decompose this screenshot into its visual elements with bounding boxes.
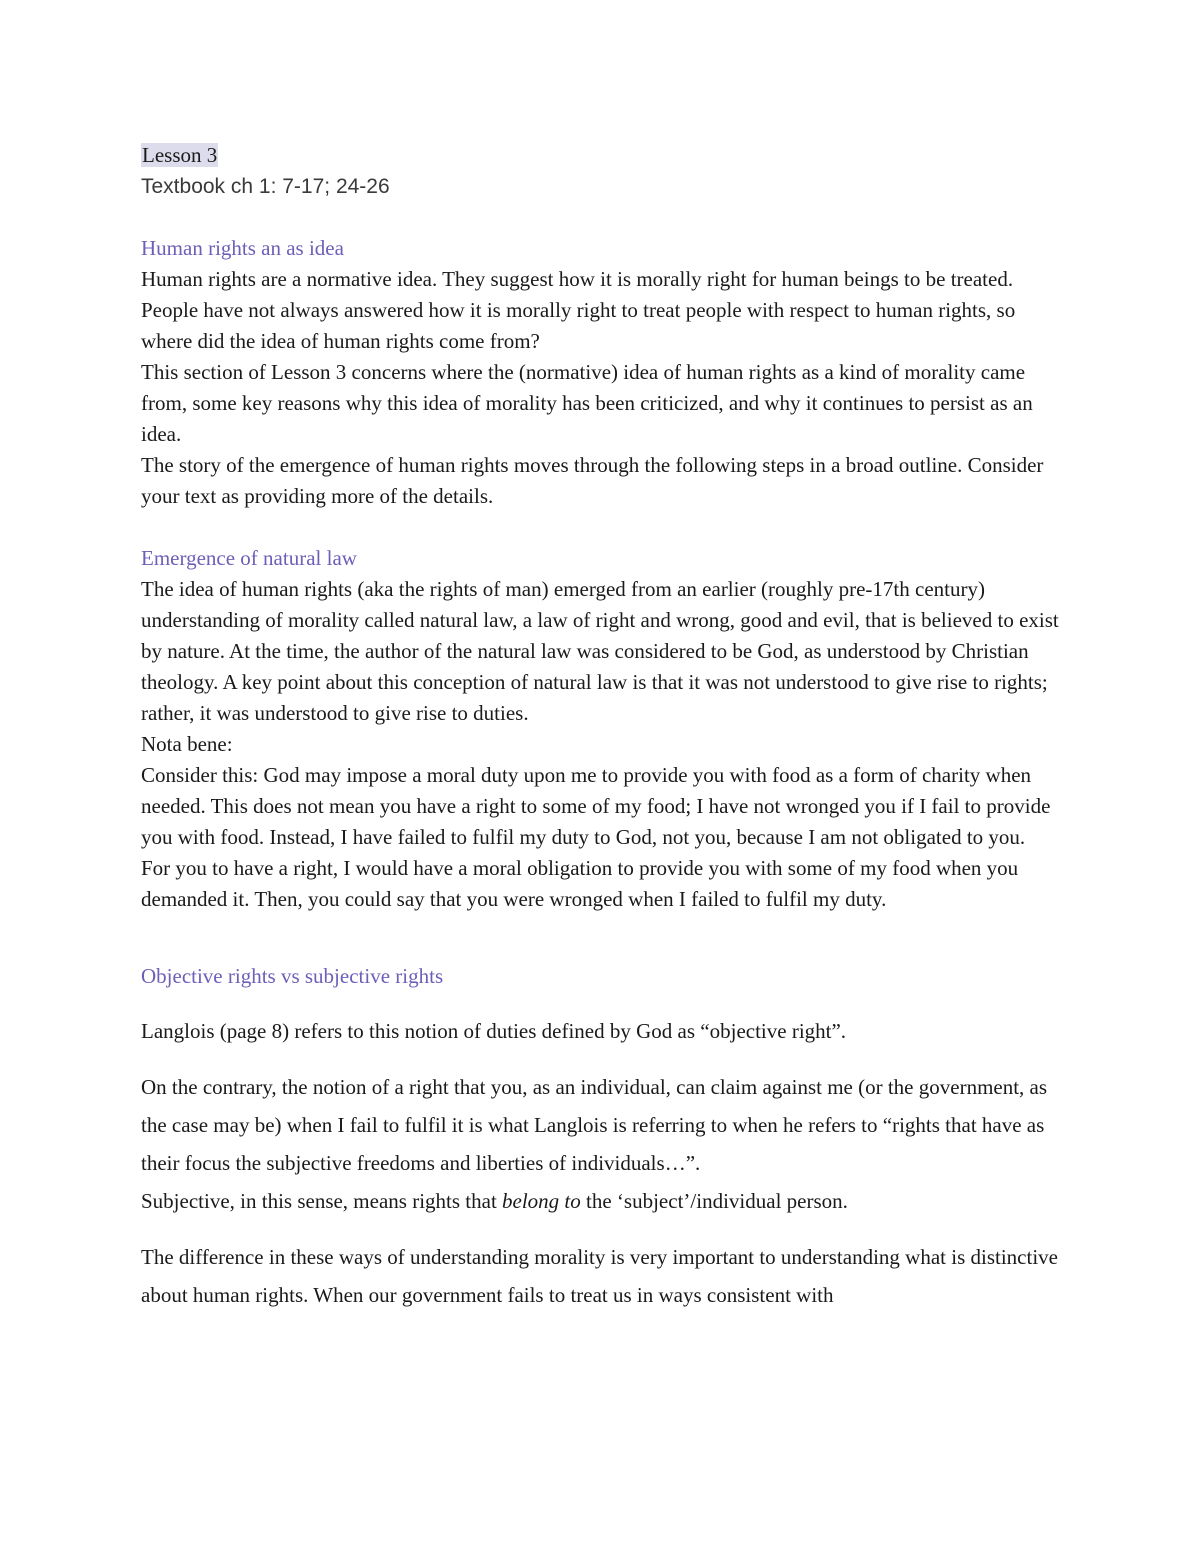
paragraph: Human rights are a normative idea. They suggest how it is morally right for human beings to be treated. People have not always answered how it is morally right to treat people with respect to human rights, so where did the idea of human rights come from? [141, 267, 1016, 353]
lesson-title-highlight: Lesson 3 [142, 143, 218, 167]
document-body [141, 140, 1071, 1314]
paragraph: The idea of human rights (aka the rights of man) emerged from an earlier (roughly pre-17th century) understanding of morality called natural law, a law of right and wrong, good and evil, that is believed to exist by nature. At the time, the author of the natural law was considered to be God, as understood by Christian theology. A key point about this conception of natural law is that it was not understood to give rise to rights; rather, it was understood to give rise to duties. [141, 577, 1059, 725]
spacer [141, 202, 1071, 233]
spacer [141, 915, 1071, 961]
spacer [141, 1220, 1071, 1238]
emphasis-text: belong to [502, 1189, 581, 1213]
nota-bene: Nota bene: [141, 732, 233, 756]
paragraph: Consider this: God may impose a moral duty upon me to provide you with food as a form of charity when needed. This does not mean you have a right to some of my food; I have not wronged you if I fail to provide you with food. Instead, I have failed to fulfil my duty to God, not you, because I am not obligated to you. [141, 763, 1051, 849]
section-heading-natural-law: Emergence of natural law [141, 546, 357, 570]
paragraph: Langlois (page 8) refers to this notion of duties defined by God as “objective right”. [141, 1019, 847, 1043]
paragraph: The story of the emergence of human rights moves through the following steps in a broad outline. Consider your text as providing more of the details. [141, 453, 1044, 508]
paragraph [141, 1068, 1071, 1220]
textbook-reference: Textbook ch 1: 7-17; 24-26 [141, 175, 390, 198]
spacer [141, 1050, 1071, 1068]
paragraph: For you to have a right, I would have a moral obligation to provide you with some of my food when you demanded it. Then, you could say that you were wronged when I failed to fulfil my duty. [141, 856, 1019, 911]
spacer [141, 512, 1071, 543]
spacer [141, 992, 1071, 1012]
paragraph-text: Subjective, in this sense, means rights that [141, 1189, 503, 1213]
section-heading-human-rights-idea: Human rights an as idea [141, 236, 344, 260]
paragraph: The difference in these ways of understanding morality is very important to understanding what is distinctive about human rights. When our government fails to treat us in ways consistent with [141, 1245, 1058, 1307]
paragraph: This section of Lesson 3 concerns where the (normative) idea of human rights as a kind of morality came from, some key reasons why this idea of morality has been criticized, and why it continues to persist as an idea. [141, 360, 1033, 446]
paragraph-text: the ‘subject’/individual person. [580, 1189, 848, 1213]
paragraph-text: On the contrary, the notion of a right that you, as an individual, can claim against me (or the government, as the case may be) when I fail to fulfil it is what Langlois is referring to when he refers to “rights that have as their focus the subjective freedoms and liberties of individuals…”. [141, 1075, 1048, 1175]
section-heading-objective-subjective: Objective rights vs subjective rights [141, 964, 444, 988]
lesson-title [141, 140, 1071, 171]
